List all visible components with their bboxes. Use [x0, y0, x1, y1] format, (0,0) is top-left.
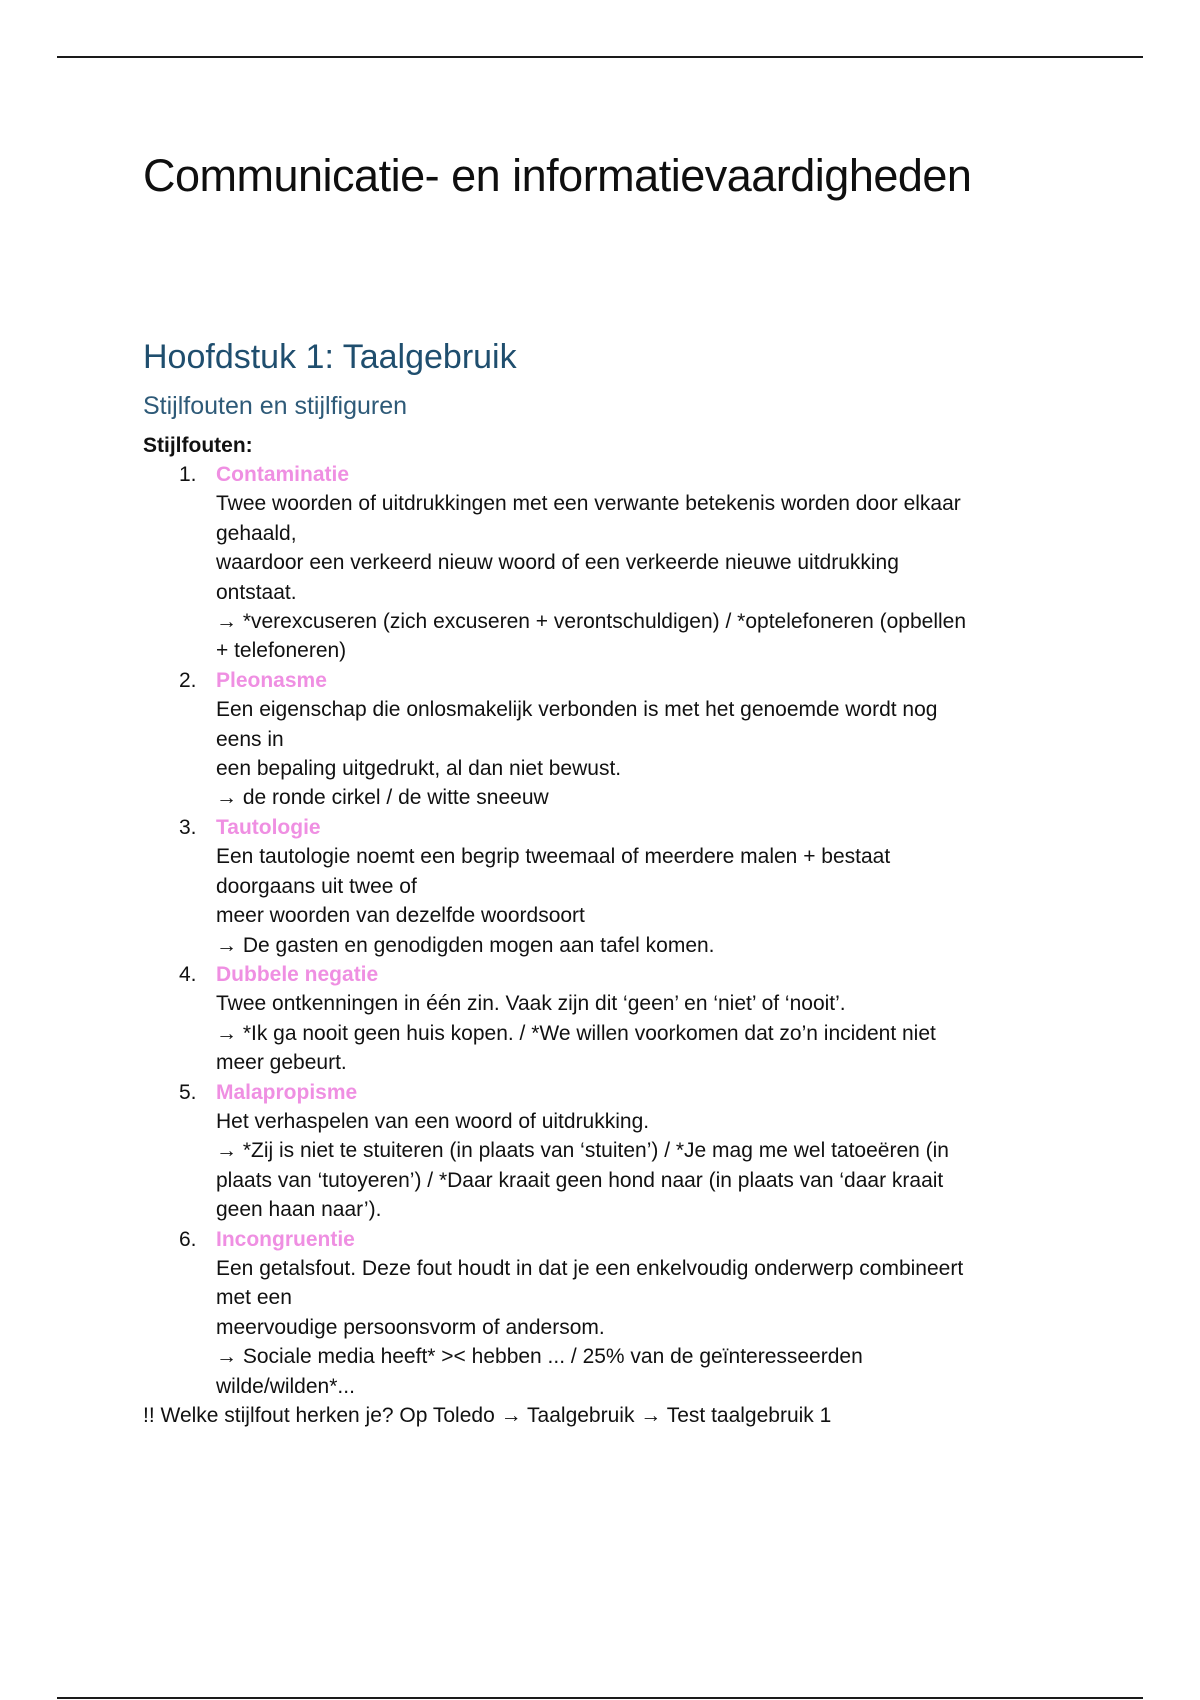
- item-text: Twee ontkenningen in één zin. Vaak zijn dit ‘geen’ en ‘niet’ of ‘nooit’.: [216, 992, 846, 1016]
- item-term: Dubbele negatie: [216, 962, 379, 986]
- list-item: [143, 813, 1063, 960]
- item-text: gehaald,: [216, 521, 297, 545]
- item-text: Een tautologie noemt een begrip tweemaal of meerdere malen + bestaat: [216, 845, 891, 869]
- item-text: Twee woorden of uitdrukkingen met een verwante betekenis worden door elkaar: [216, 492, 961, 516]
- item-term: Contaminatie: [216, 463, 350, 486]
- item-example: + telefoneren): [216, 639, 347, 663]
- list-item: [143, 1078, 1063, 1225]
- item-number: 6.: [179, 1227, 197, 1251]
- item-text: met een: [216, 1286, 292, 1310]
- item-text: Het verhaspelen van een woord of uitdrukking.: [216, 1109, 650, 1133]
- style-errors-list: [143, 460, 1063, 1401]
- list-item: [143, 460, 1063, 666]
- document-body: [143, 148, 1063, 1430]
- item-term: Malapropisme: [216, 1080, 358, 1104]
- section-heading: Stijlfouten en stijlfiguren: [143, 392, 408, 420]
- item-text: doorgaans uit twee of: [216, 874, 417, 898]
- item-text: eens in: [216, 727, 284, 751]
- item-text: meer woorden van dezelfde woordsoort: [216, 904, 585, 928]
- subheading: Stijlfouten:: [143, 434, 253, 457]
- chapter-heading: Hoofdstuk 1: Taalgebruik: [143, 338, 517, 376]
- list-item: [143, 1225, 1063, 1401]
- item-term: Pleonasme: [216, 668, 327, 692]
- item-term: Tautologie: [216, 815, 321, 839]
- list-item: [143, 960, 1063, 1078]
- item-text: ontstaat.: [216, 580, 297, 604]
- item-example: plaats van ‘tutoyeren’) / *Daar kraait geen hond naar (in plaats van ‘daar kraait: [216, 1168, 944, 1192]
- item-text: meervoudige persoonsvorm of andersom.: [216, 1315, 605, 1339]
- item-text: Een eigenschap die onlosmakelijk verbonden is met het genoemde wordt nog: [216, 698, 938, 722]
- item-text: waardoor een verkeerd nieuw woord of een verkeerde nieuwe uitdrukking: [216, 551, 899, 575]
- item-text: een bepaling uitgedrukt, al dan niet bewust.: [216, 757, 622, 781]
- item-number: 5.: [179, 1080, 197, 1104]
- item-number: 3.: [179, 815, 197, 839]
- item-example: meer gebeurt.: [216, 1051, 347, 1075]
- item-example: → De gasten en genodigden mogen aan tafel komen.: [216, 933, 715, 957]
- item-number: 4.: [179, 962, 197, 986]
- item-example: wilde/wilden*...: [216, 1374, 355, 1398]
- item-example: → de ronde cirkel / de witte sneeuw: [216, 786, 549, 810]
- item-text: Een getalsfout. Deze fout houdt in dat je een enkelvoudig onderwerp combineert: [216, 1256, 964, 1280]
- item-example: → *Ik ga nooit geen huis kopen. / *We willen voorkomen dat zo’n incident niet: [216, 1021, 936, 1045]
- item-number: 2.: [179, 668, 197, 692]
- item-term: Incongruentie: [216, 1227, 355, 1251]
- document-title: Communicatie- en informatievaardigheden: [143, 150, 972, 201]
- top-rule: [57, 56, 1143, 58]
- item-example: → *verexcuseren (zich excuseren + verontschuldigen) / *optelefoneren (opbellen: [216, 610, 967, 634]
- item-number: 1.: [179, 463, 197, 486]
- bottom-rule: [57, 1697, 1143, 1699]
- item-example: → *Zij is niet te stuiteren (in plaats van ‘stuiten’) / *Je mag me wel tatoeëren (in: [216, 1139, 949, 1163]
- item-example: → Sociale media heeft* >< hebben ... / 25% van de geïnteresseerden: [216, 1345, 863, 1369]
- item-example: geen haan naar’).: [216, 1198, 382, 1222]
- toledo-note: !! Welke stijlfout herken je? Op Toledo → Taalgebruik → Test taalgebruik 1: [143, 1404, 832, 1427]
- list-item: [143, 666, 1063, 813]
